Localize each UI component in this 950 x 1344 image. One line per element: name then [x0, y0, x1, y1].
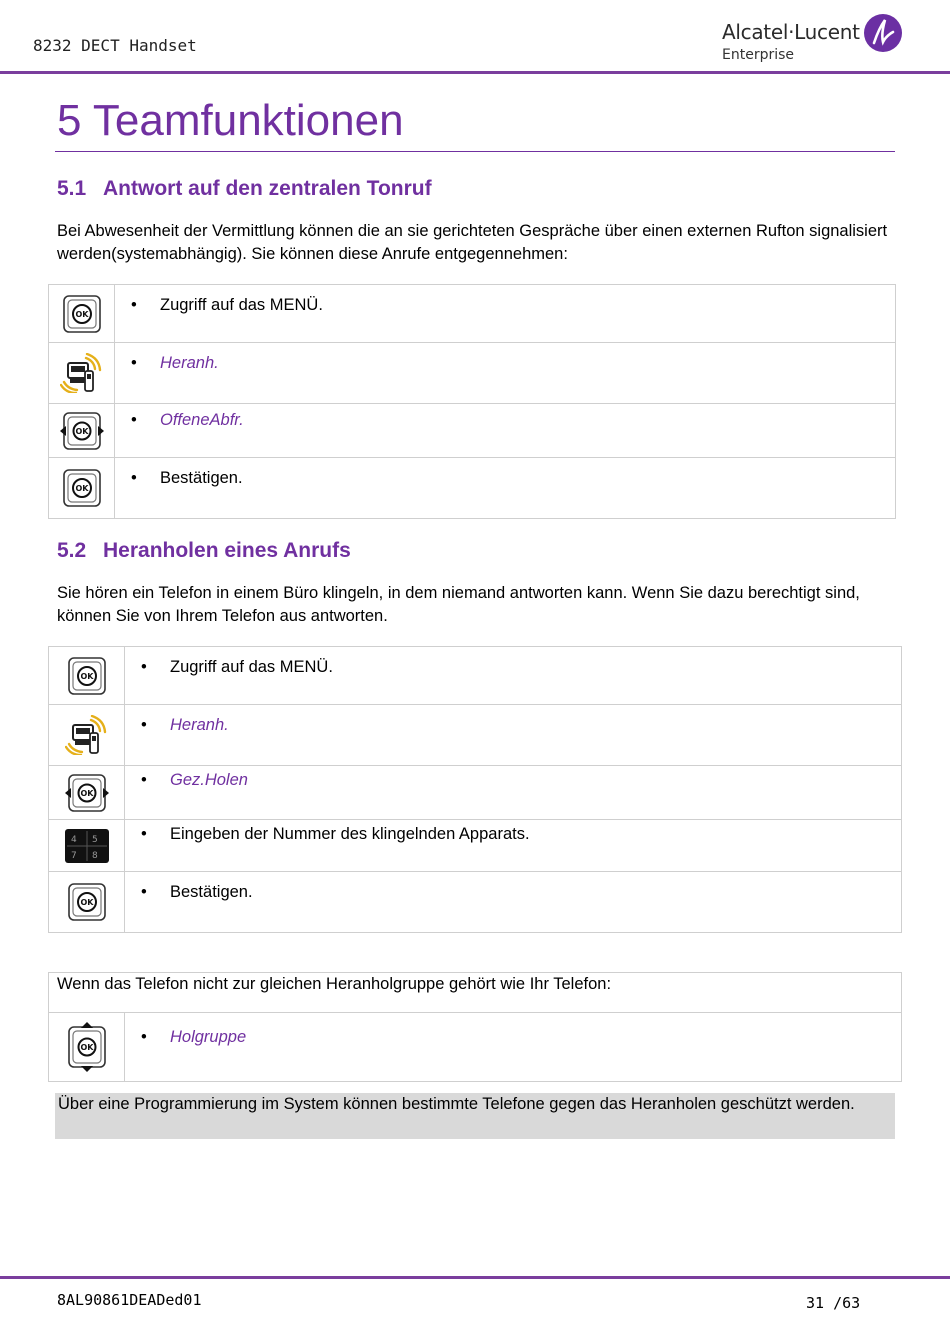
keypad-key: 7: [70, 850, 77, 861]
keypad-key: 5: [91, 834, 98, 845]
svg-text:OK: OK: [80, 671, 93, 681]
text-cell: [125, 872, 902, 933]
logo-mark-icon: [864, 14, 902, 52]
header-rule: [0, 71, 950, 74]
text-cell: [125, 705, 902, 766]
table-row: [49, 766, 902, 820]
step-text: Heranh.: [160, 354, 219, 372]
ok-key-icon: [49, 882, 124, 922]
chapter-title: 5 Teamfunktionen: [57, 96, 404, 145]
table-row: [49, 820, 902, 872]
navigator-left-right-icon: [49, 773, 124, 813]
text-cell: [125, 820, 902, 872]
bullet: •: [141, 1028, 147, 1046]
step-text: Holgruppe: [170, 1028, 247, 1046]
bullet: •: [131, 354, 137, 372]
table-caption: Wenn das Telefon nicht zur gleichen Heranholgruppe gehört wie Ihr Telefon:: [57, 975, 612, 993]
svg-text:OK: OK: [80, 788, 93, 798]
text-cell: [115, 458, 896, 519]
group-pickup-table: [48, 972, 902, 1082]
text-cell: [115, 404, 896, 458]
icon-cell: [49, 404, 115, 458]
chapter-rule: [55, 151, 895, 152]
navigator-left-right-icon: [49, 411, 114, 451]
table-row: [49, 343, 896, 404]
step-text: Zugriff auf das MENÜ.: [160, 296, 323, 314]
logo-sub-text: Enterprise: [722, 47, 795, 63]
ok-key-icon: [49, 656, 124, 696]
keypad-icon: [49, 829, 124, 863]
table-row: [49, 705, 902, 766]
svg-text:OK: OK: [80, 1043, 93, 1052]
section-number: 5.2: [57, 539, 87, 562]
logo-brand-text: Alcatel·Lucent: [722, 20, 860, 44]
svg-text:OK: OK: [75, 309, 88, 319]
table-row: [49, 1013, 902, 1082]
step-text: Zugriff auf das MENÜ.: [170, 658, 333, 676]
navigator-up-down-icon: [49, 1022, 124, 1072]
bullet: •: [141, 716, 147, 734]
document-title: 8232 DECT Handset: [33, 36, 197, 55]
table-row: [49, 404, 896, 458]
text-cell: [115, 285, 896, 343]
icon-cell: [49, 458, 115, 519]
icon-cell: [49, 820, 125, 872]
icon-cell: [49, 705, 125, 766]
svg-text:OK: OK: [75, 484, 88, 493]
step-text: OffeneAbfr.: [160, 411, 244, 429]
section-title: Antwort auf den zentralen Tonruf: [103, 177, 432, 200]
icon-cell: [49, 343, 115, 404]
icon-cell: [49, 1013, 125, 1082]
section-heading: [57, 177, 432, 201]
keypad-key: 4: [70, 834, 77, 845]
text-cell: [125, 647, 902, 705]
svg-text:OK: OK: [75, 426, 88, 436]
table-row: [49, 285, 896, 343]
ok-key-icon: [49, 468, 114, 508]
bullet: •: [131, 411, 137, 429]
steps-table: [48, 284, 896, 519]
bullet: •: [141, 658, 147, 676]
bullet: •: [141, 825, 147, 843]
company-logo: [722, 14, 912, 70]
bullet: •: [131, 469, 137, 487]
section-intro: Bei Abwesenheit der Vermittlung können die an sie gerichteten Gespräche über einen externen Rufton signalisiert werden(systemabhängig). Sie können diese Anrufe entgegennehmen:: [57, 222, 888, 263]
icon-cell: [49, 766, 125, 820]
bullet: •: [141, 883, 147, 901]
caption-cell: [49, 973, 902, 1013]
text-cell: [125, 1013, 902, 1082]
step-text: Bestätigen.: [170, 883, 253, 901]
icon-cell: [49, 647, 125, 705]
icon-cell: [49, 285, 115, 343]
step-text: Bestätigen.: [160, 469, 243, 487]
note-text: Über eine Programmierung im System können bestimmte Telefone gegen das Heranholen geschützt werden.: [58, 1095, 855, 1113]
step-text: Heranh.: [170, 716, 229, 734]
section-number: 5.1: [57, 177, 87, 200]
step-text: Gez.Holen: [170, 771, 248, 789]
icon-cell: [49, 872, 125, 933]
pickup-handset-icon: [49, 353, 114, 393]
note-box: [55, 1093, 895, 1139]
footer-rule: [0, 1276, 950, 1279]
document-id: 8AL90861DEADed01: [57, 1291, 202, 1309]
section-title: Heranholen eines Anrufs: [103, 539, 351, 562]
bullet: •: [141, 771, 147, 789]
steps-table: [48, 646, 902, 933]
keypad-key: 8: [91, 850, 98, 861]
table-row: [49, 872, 902, 933]
ok-key-icon: [49, 294, 114, 334]
bullet: •: [131, 296, 137, 314]
text-cell: [125, 766, 902, 820]
svg-text:OK: OK: [80, 898, 93, 907]
section-heading: [57, 539, 351, 563]
section-intro: Sie hören ein Telefon in einem Büro klingeln, in dem niemand antworten kann. Wenn Sie dazu berechtigt sind, können Sie von Ihrem Telefon aus antworten.: [57, 584, 860, 625]
step-text: Eingeben der Nummer des klingelnden Apparats.: [170, 825, 530, 843]
table-row: [49, 647, 902, 705]
table-row: [49, 973, 902, 1013]
page-number: 31 /63: [806, 1294, 861, 1312]
table-row: [49, 458, 896, 519]
pickup-handset-icon: [49, 715, 124, 755]
text-cell: [115, 343, 896, 404]
